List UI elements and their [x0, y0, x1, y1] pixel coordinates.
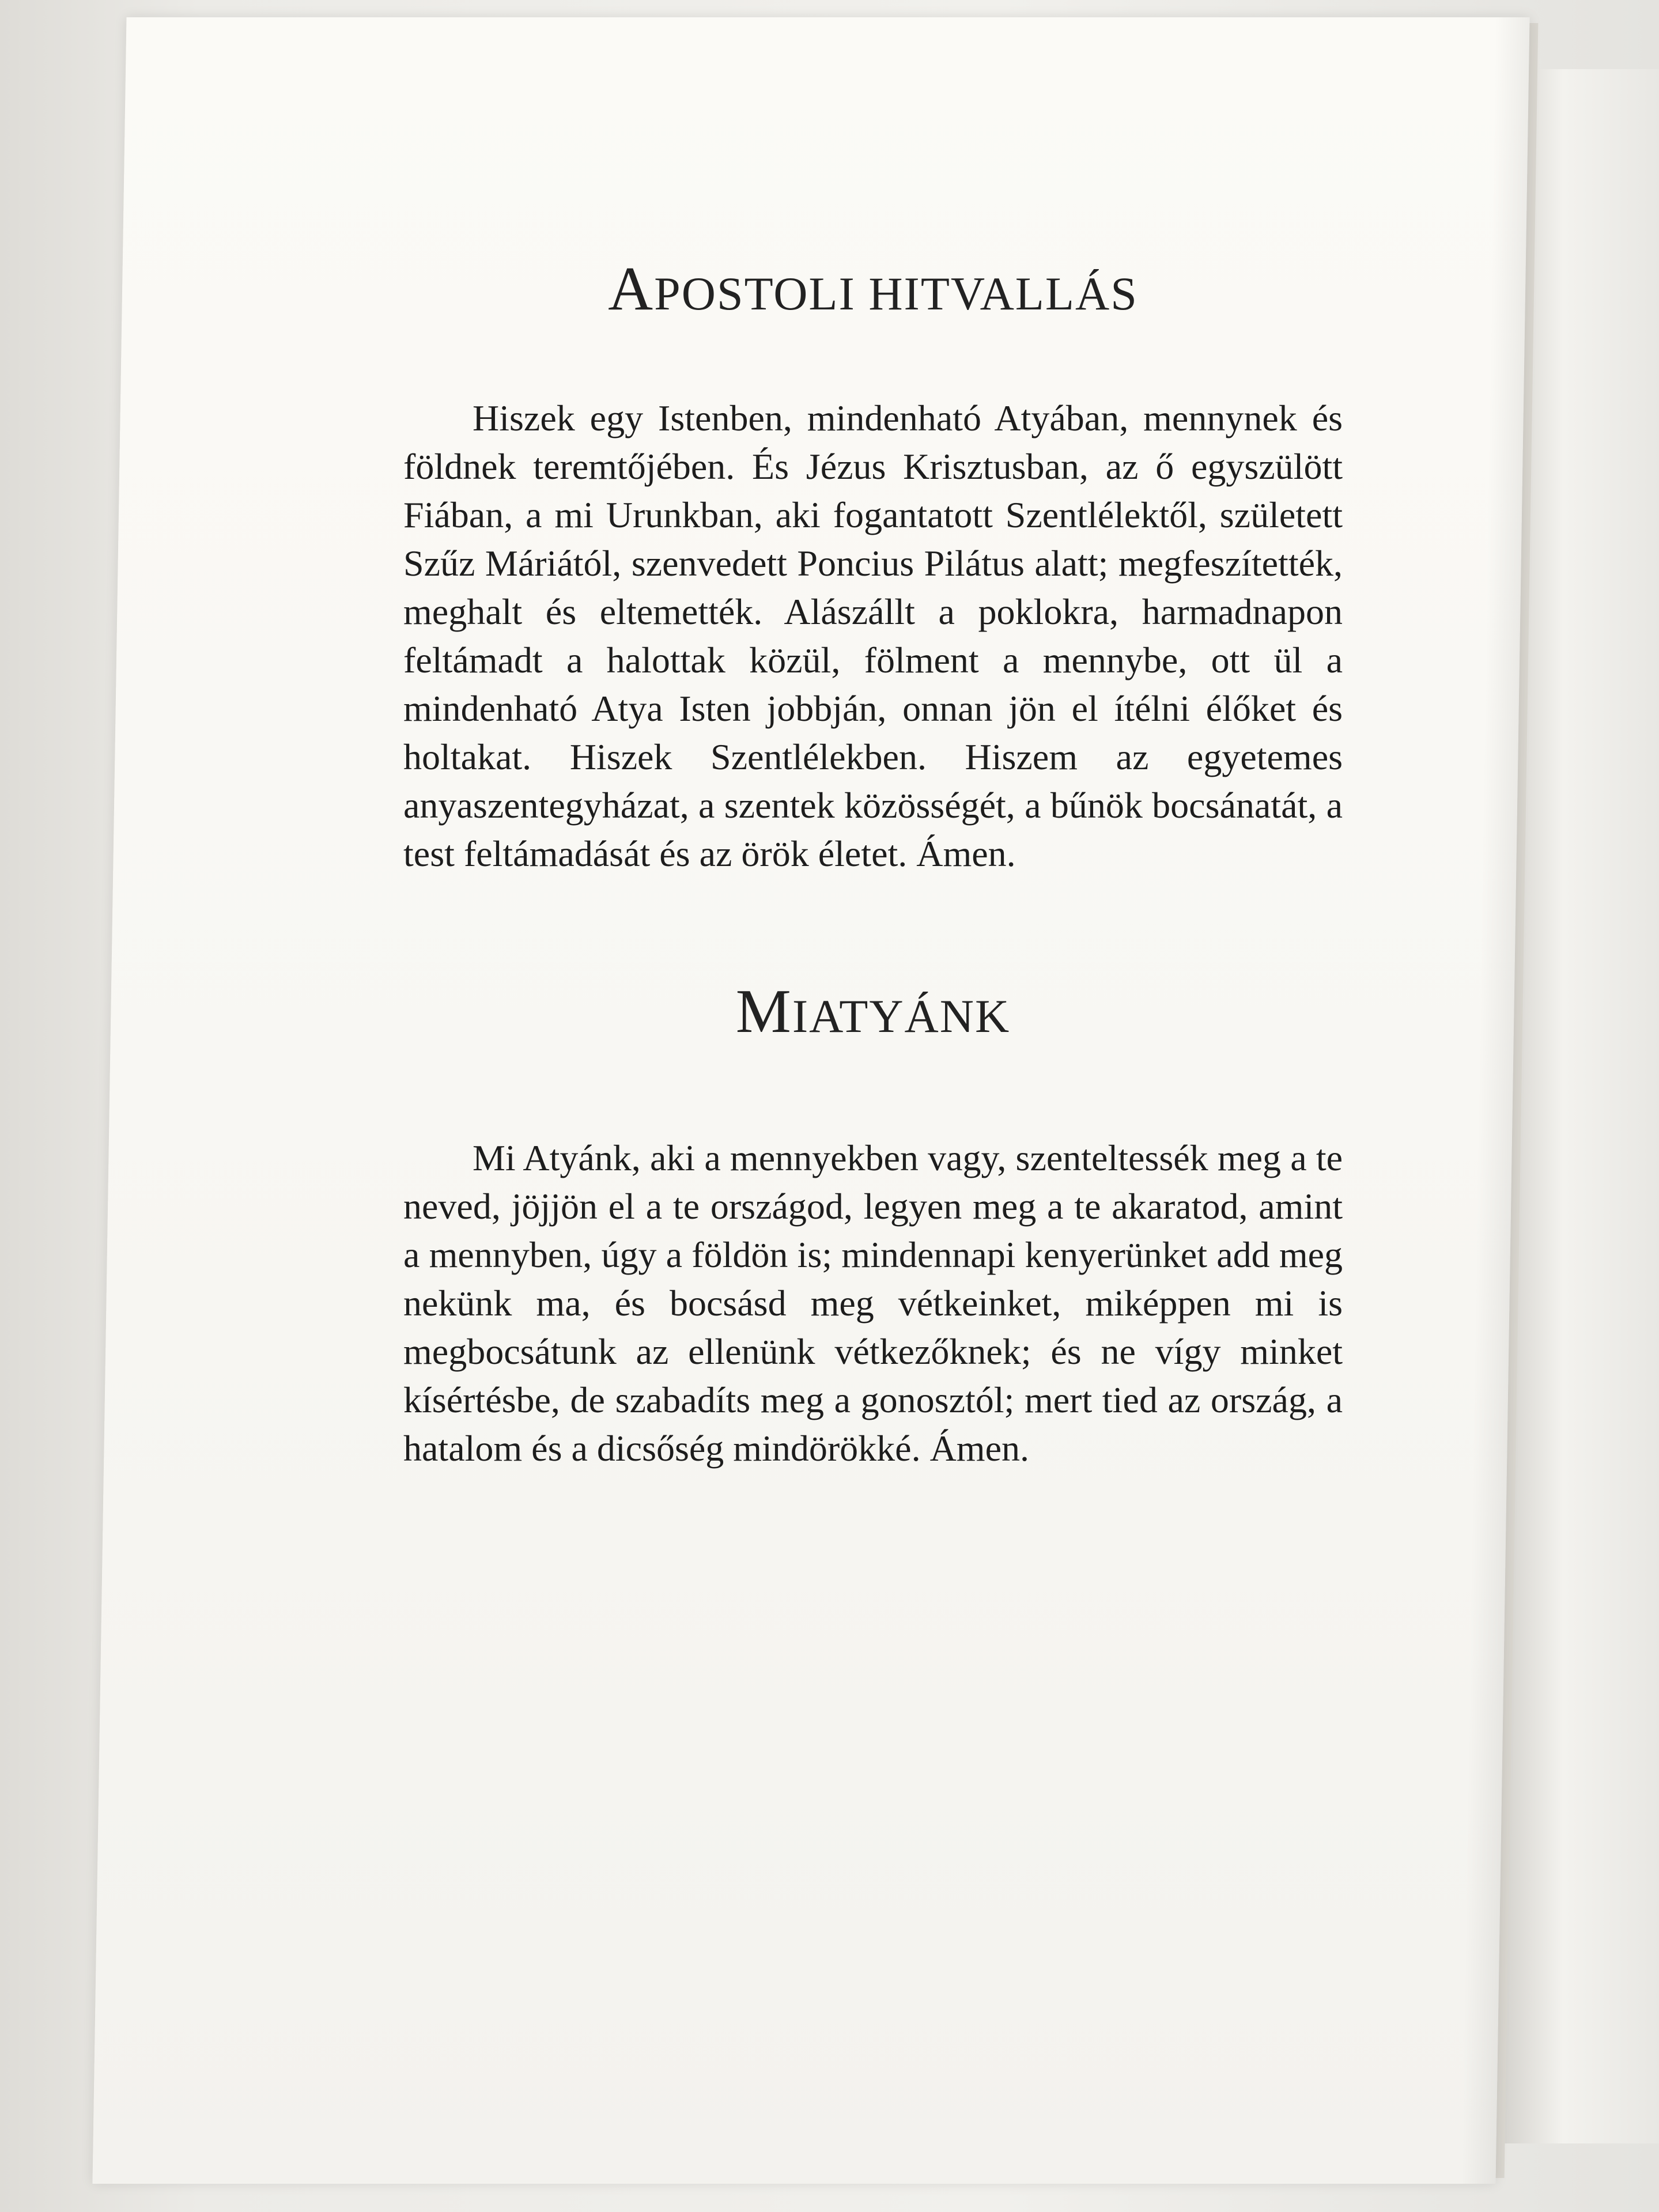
page-content: [403, 254, 1343, 1473]
miatyank-text: Mi Atyánk, aki a mennyekben vagy, szenteltessék meg a te neved, jöjjön el a te országod, legyen meg a te akaratod, amint a mennyben, úgy a földön is; mindennapi kenyerünket add meg nekünk ma, és bocsásd meg vétkeinket, miképpen mi is megbocsátunk az ellenünk vétkezőknek; és ne vígy minket kísértésbe, de szabadíts meg a gonosztól; mert tied az ország, a hatalom és a dicsőség mindörökké. Ámen.: [403, 1137, 1343, 1469]
section-title-miatyank: [403, 976, 1343, 1048]
title-rest: POSTOLI HITVALLÁS: [654, 267, 1138, 320]
title-rest: IATYÁNK: [792, 990, 1011, 1042]
title-initial: M: [735, 977, 792, 1046]
apostoli-hitvallas-text: Hiszek egy Istenben, mindenható Atyában, mennynek és földnek teremtőjében. És Jézus Krisztusban, az ő egyszülött Fiában, a mi Urunkban, aki fogantatott Szentlélektől, született Szűz Máriától, szenvedett Poncius Pilátus alatt; megfeszítették, meghalt és eltemették. Alászállt a poklokra, harmadnapon feltámadt a halottak közül, fölment a mennybe, ott ül a mindenható Atya Isten jobbján, onnan jön el ítélni élőket és holtakat. Hiszek Szentlélekben. Hiszem az egyetemes anyaszentegyházat, a szentek közösségét, a bűnök bocsánatát, a test feltámadását és az örök életet. Ámen.: [403, 398, 1343, 874]
title-initial: A: [608, 255, 655, 323]
section-title-apostoli-hitvallas: [403, 254, 1343, 325]
